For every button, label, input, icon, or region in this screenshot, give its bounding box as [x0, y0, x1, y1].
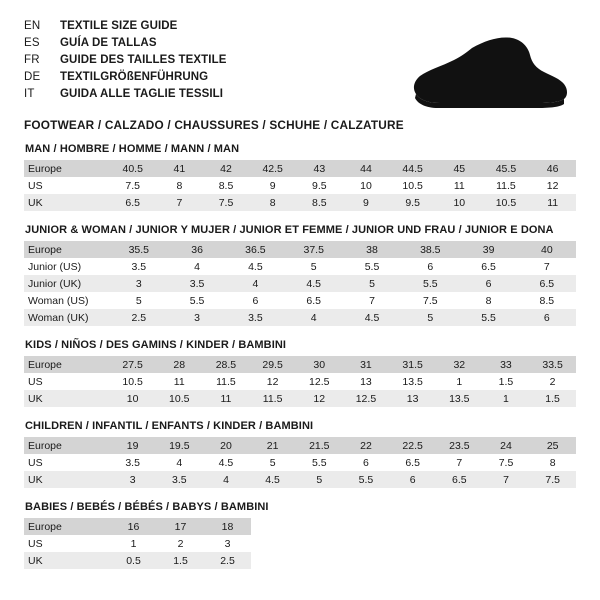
size-section [24, 501, 576, 569]
size-cell: 5 [401, 309, 459, 326]
size-cell: 4 [203, 471, 250, 488]
size-cell: 12.5 [343, 390, 390, 407]
row-label: Europe [24, 160, 109, 177]
table-row [24, 390, 576, 407]
table-row [24, 373, 576, 390]
size-cell: 3.5 [109, 454, 156, 471]
size-cell: 24 [483, 437, 530, 454]
size-cell: 4 [226, 275, 284, 292]
size-cell: 1.5 [157, 552, 204, 569]
size-cell: 42 [203, 160, 250, 177]
size-cell: 12.5 [296, 373, 343, 390]
size-cell: 8 [529, 454, 576, 471]
size-cell: 7.5 [483, 454, 530, 471]
size-cell: 6 [226, 292, 284, 309]
size-cell: 1 [110, 535, 157, 552]
size-cell: 5.5 [296, 454, 343, 471]
row-label: US [24, 177, 109, 194]
size-cell: 6 [343, 454, 390, 471]
table-row [24, 241, 576, 258]
size-cell: 33.5 [529, 356, 576, 373]
size-cell: 6.5 [285, 292, 343, 309]
language-code: IT [24, 88, 35, 100]
size-cell: 10.5 [389, 177, 436, 194]
size-cell: 28.5 [203, 356, 250, 373]
size-cell: 28 [156, 356, 203, 373]
size-cell: 3.5 [168, 275, 226, 292]
section-title: CHILDREN / INFANTIL / ENFANTS / KINDER / BAMBINI [25, 420, 314, 432]
size-cell: 6.5 [518, 275, 576, 292]
row-label: US [24, 454, 109, 471]
size-cell: 6.5 [436, 471, 483, 488]
size-cell: 2 [157, 535, 204, 552]
footwear-heading: FOOTWEAR / CALZADO / CHAUSSURES / SCHUHE / CALZATURE [24, 118, 404, 132]
table-row [24, 535, 251, 552]
table-row [24, 552, 251, 569]
size-cell: 38 [343, 241, 401, 258]
size-cell: 11 [436, 177, 483, 194]
size-cell: 13.5 [436, 390, 483, 407]
size-table [24, 356, 576, 407]
size-cell: 23.5 [436, 437, 483, 454]
size-cell: 8.5 [518, 292, 576, 309]
size-cell: 11 [529, 194, 576, 211]
section-title: MAN / HOMBRE / HOMME / MANN / MAN [25, 143, 240, 155]
row-label: UK [24, 552, 110, 569]
size-cell: 13 [343, 373, 390, 390]
size-cell: 10.5 [483, 194, 530, 211]
table-row [24, 194, 576, 211]
size-cell: 11.5 [249, 390, 296, 407]
size-cell: 5 [296, 471, 343, 488]
size-cell: 42.5 [249, 160, 296, 177]
size-cell: 36 [168, 241, 226, 258]
table-row [24, 356, 576, 373]
size-cell: 6.5 [109, 194, 156, 211]
section-title: JUNIOR & WOMAN / JUNIOR Y MUJER / JUNIOR ET FEMME / JUNIOR UND FRAU / JUNIOR E DONA [25, 224, 554, 236]
size-cell: 44.5 [389, 160, 436, 177]
size-cell: 6 [389, 471, 436, 488]
language-code: FR [24, 54, 40, 66]
size-cell: 11 [156, 373, 203, 390]
size-cell: 27.5 [109, 356, 156, 373]
size-cell: 46 [529, 160, 576, 177]
size-table [24, 160, 576, 211]
size-cell: 3 [109, 471, 156, 488]
size-cell: 7.5 [401, 292, 459, 309]
language-title: GUÍA DE TALLAS [60, 37, 157, 49]
size-cell: 7 [343, 292, 401, 309]
size-cell: 40 [518, 241, 576, 258]
size-cell: 18 [204, 518, 251, 535]
size-cell: 21.5 [296, 437, 343, 454]
size-cell: 9.5 [389, 194, 436, 211]
size-cell: 5 [285, 258, 343, 275]
size-cell: 7 [518, 258, 576, 275]
row-label: Junior (UK) [24, 275, 110, 292]
size-cell: 5 [110, 292, 168, 309]
size-cell: 3 [110, 275, 168, 292]
size-cell: 6 [459, 275, 517, 292]
size-cell: 4 [156, 454, 203, 471]
size-cell: 11.5 [203, 373, 250, 390]
size-cell: 5.5 [459, 309, 517, 326]
table-row [24, 160, 576, 177]
dress-shoe-icon [380, 34, 570, 114]
size-cell: 12 [529, 177, 576, 194]
size-cell: 8.5 [296, 194, 343, 211]
language-row [24, 18, 576, 35]
row-label: US [24, 373, 109, 390]
size-cell: 7.5 [109, 177, 156, 194]
row-label: UK [24, 471, 109, 488]
size-cell: 39 [459, 241, 517, 258]
size-cell: 5.5 [168, 292, 226, 309]
table-row [24, 309, 576, 326]
size-cell: 3.5 [226, 309, 284, 326]
language-title: TEXTILE SIZE GUIDE [60, 20, 178, 32]
size-section [24, 143, 576, 211]
size-section [24, 224, 576, 326]
language-title: GUIDE DES TAILLES TEXTILE [60, 54, 227, 66]
table-row [24, 258, 576, 275]
size-table [24, 518, 251, 569]
size-cell: 16 [110, 518, 157, 535]
size-cell: 19.5 [156, 437, 203, 454]
size-cell: 36.5 [226, 241, 284, 258]
size-cell: 5.5 [401, 275, 459, 292]
size-cell: 3.5 [156, 471, 203, 488]
size-cell: 7.5 [529, 471, 576, 488]
row-label: Woman (UK) [24, 309, 110, 326]
size-cell: 4 [285, 309, 343, 326]
size-cell: 45 [436, 160, 483, 177]
size-cell: 9.5 [296, 177, 343, 194]
table-row [24, 437, 576, 454]
size-cell: 37.5 [285, 241, 343, 258]
row-label: Junior (US) [24, 258, 110, 275]
size-cell: 7 [436, 454, 483, 471]
row-label: UK [24, 194, 109, 211]
size-cell: 2.5 [204, 552, 251, 569]
size-cell: 6.5 [459, 258, 517, 275]
size-cell: 1.5 [483, 373, 530, 390]
size-cell: 4.5 [285, 275, 343, 292]
size-cell: 12 [249, 373, 296, 390]
table-row [24, 177, 576, 194]
size-cell: 32 [436, 356, 483, 373]
size-cell: 3 [168, 309, 226, 326]
size-tables [24, 143, 576, 569]
size-cell: 45.5 [483, 160, 530, 177]
size-cell: 7 [156, 194, 203, 211]
row-label: UK [24, 390, 109, 407]
language-code: DE [24, 71, 41, 83]
size-section [24, 339, 576, 407]
size-cell: 13 [389, 390, 436, 407]
size-cell: 4.5 [226, 258, 284, 275]
row-label: Europe [24, 437, 109, 454]
size-cell: 1.5 [529, 390, 576, 407]
row-label: Europe [24, 241, 110, 258]
size-cell: 17 [157, 518, 204, 535]
size-cell: 5 [343, 275, 401, 292]
size-cell: 8 [459, 292, 517, 309]
size-table [24, 437, 576, 488]
size-cell: 3.5 [110, 258, 168, 275]
size-cell: 11 [203, 390, 250, 407]
size-cell: 41 [156, 160, 203, 177]
size-cell: 10 [436, 194, 483, 211]
size-cell: 35.5 [110, 241, 168, 258]
section-title: KIDS / NIÑOS / DES GAMINS / KINDER / BAMBINI [25, 339, 287, 351]
size-cell: 5.5 [343, 471, 390, 488]
size-cell: 6 [518, 309, 576, 326]
language-title: TEXTILGRÖßENFÜHRUNG [60, 71, 209, 83]
table-row [24, 275, 576, 292]
size-section [24, 420, 576, 488]
size-cell: 11.5 [483, 177, 530, 194]
size-cell: 10.5 [156, 390, 203, 407]
size-cell: 21 [249, 437, 296, 454]
size-cell: 5.5 [343, 258, 401, 275]
language-code: EN [24, 20, 41, 32]
size-cell: 30 [296, 356, 343, 373]
size-cell: 8.5 [203, 177, 250, 194]
row-label: Europe [24, 356, 109, 373]
size-cell: 9 [343, 194, 390, 211]
size-cell: 10.5 [109, 373, 156, 390]
size-cell: 7.5 [203, 194, 250, 211]
table-row [24, 471, 576, 488]
size-cell: 0.5 [110, 552, 157, 569]
size-cell: 8 [249, 194, 296, 211]
size-cell: 5 [249, 454, 296, 471]
size-cell: 29.5 [249, 356, 296, 373]
size-cell: 43 [296, 160, 343, 177]
size-cell: 25 [529, 437, 576, 454]
row-label: Woman (US) [24, 292, 110, 309]
size-cell: 4.5 [249, 471, 296, 488]
size-cell: 10 [109, 390, 156, 407]
table-row [24, 518, 251, 535]
size-cell: 31.5 [389, 356, 436, 373]
size-cell: 1 [436, 373, 483, 390]
size-cell: 4.5 [343, 309, 401, 326]
section-title: BABIES / BEBÉS / BÉBÉS / BABYS / BAMBINI [25, 501, 269, 513]
size-cell: 33 [483, 356, 530, 373]
size-cell: 4 [168, 258, 226, 275]
size-cell: 40.5 [109, 160, 156, 177]
size-cell: 8 [156, 177, 203, 194]
size-cell: 7 [483, 471, 530, 488]
table-row [24, 292, 576, 309]
size-cell: 4.5 [203, 454, 250, 471]
language-code: ES [24, 37, 40, 49]
size-cell: 13.5 [389, 373, 436, 390]
size-cell: 2.5 [110, 309, 168, 326]
size-cell: 22 [343, 437, 390, 454]
size-cell: 3 [204, 535, 251, 552]
language-title: GUIDA ALLE TAGLIE TESSILI [60, 88, 224, 100]
row-label: Europe [24, 518, 110, 535]
size-cell: 12 [296, 390, 343, 407]
size-cell: 10 [343, 177, 390, 194]
size-cell: 6 [401, 258, 459, 275]
size-cell: 22.5 [389, 437, 436, 454]
size-cell: 38.5 [401, 241, 459, 258]
header [24, 18, 576, 130]
size-cell: 9 [249, 177, 296, 194]
size-cell: 31 [343, 356, 390, 373]
size-cell: 20 [203, 437, 250, 454]
size-cell: 44 [343, 160, 390, 177]
size-cell: 6.5 [389, 454, 436, 471]
table-row [24, 454, 576, 471]
size-table [24, 241, 576, 326]
size-cell: 19 [109, 437, 156, 454]
size-cell: 2 [529, 373, 576, 390]
size-cell: 1 [483, 390, 530, 407]
row-label: US [24, 535, 110, 552]
